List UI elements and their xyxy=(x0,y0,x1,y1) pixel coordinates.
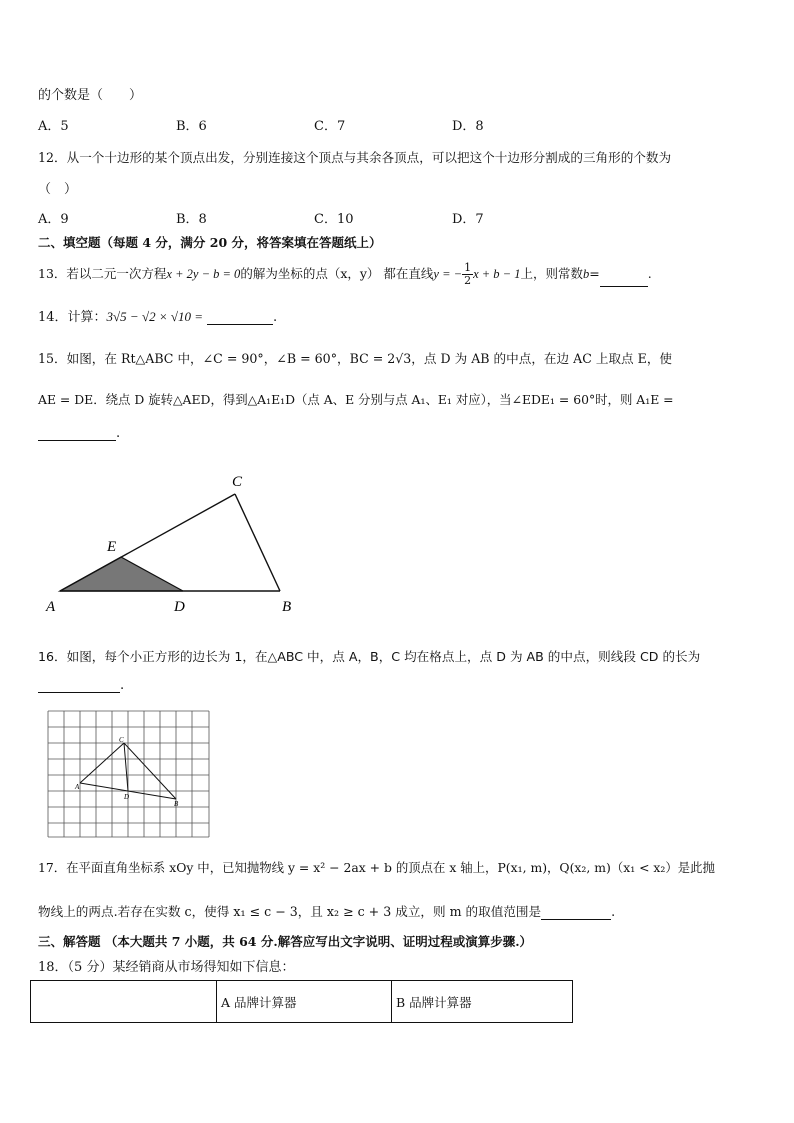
q15-stem-line1: 15．如图，在 Rt△ABC 中，∠C = 90°，∠B = 60°，BC = 2√3，点 D 为 AB 的中点，在边 AC 上取点 E，使 xyxy=(38,351,673,366)
q14-prefix: 14．计算： xyxy=(38,310,107,325)
label-a: A xyxy=(46,599,56,615)
q18-info-table xyxy=(30,980,573,1023)
q13-period: . xyxy=(647,266,652,281)
label-b: B xyxy=(282,599,292,615)
q13-equation: x + 2y − b = 0 xyxy=(166,267,241,281)
q11-option-b: B．6 xyxy=(176,119,207,134)
q13-prefix: 13．若以二元一次方程 xyxy=(38,266,167,281)
q13-end: = xyxy=(589,266,600,281)
q15-period: . xyxy=(116,426,121,441)
q16-period: . xyxy=(120,678,125,693)
q12-option-c: C．10 xyxy=(314,212,354,227)
table-header-a-brand: A 品牌计算器 xyxy=(217,981,392,1023)
q13-mid: 的解为坐标的点（x，y） 都在直线 xyxy=(240,266,434,281)
grid-label-d: D xyxy=(124,793,130,801)
q15-stem-line2: AE = DE．绕点 D 旋转△AED，得到△A₁E₁D（点 A、E 分别与点 A₁、E₁ 对应），当∠EDE₁ = 60°时，则 A₁E = xyxy=(38,392,674,407)
q12-paren: （ ） xyxy=(38,182,78,197)
section-heading-fill-in: 二、填空题（每题 4 分，满分 20 分，将答案填在答题纸上） xyxy=(38,235,382,250)
table-row xyxy=(31,981,573,1023)
section-heading-solutions: 三、解答题 （本大题共 7 小题，共 64 分.解答应写出文字说明、证明过程或演算步骤.） xyxy=(38,934,533,949)
label-d: D xyxy=(174,599,185,615)
q17-answer-blank[interactable] xyxy=(541,907,611,920)
q18-stem: 18．（5 分）某经销商从市场得知如下信息： xyxy=(38,960,295,975)
q12-stem: 12．从一个十边形的某个顶点出发，分别连接这个顶点与其余各顶点，可以把这个十边形分割成的三角形的个数为 xyxy=(38,150,672,165)
q12-option-a: A．9 xyxy=(38,212,69,227)
grid-label-c: C xyxy=(119,736,124,744)
q13-frac-num: 1 xyxy=(464,261,472,274)
q17-period: . xyxy=(611,904,616,919)
q14-expression: 3√5 − √2 × √10 = xyxy=(106,309,204,324)
q11-option-d: D．8 xyxy=(452,119,484,134)
q13-line-rhs: x + b − 1 xyxy=(473,267,521,281)
q16-stem: 16．如图，每个小正方形的边长为 1，在△ABC 中，点 A，B，C 均在格点上，点 D 为 AB 的中点，则线段 CD 的长为 xyxy=(38,649,701,664)
label-c: C xyxy=(232,474,243,490)
q17-stem-line1: 17．在平面直角坐标系 xOy 中，已知抛物线 y = x² − 2ax + b 的顶点在 x 轴上，P(x₁, m)，Q(x₂, m)（x₁ < x₂）是此抛 xyxy=(38,860,715,875)
q13-frac-den: 2 xyxy=(464,274,472,287)
grid-label-a: A xyxy=(75,783,80,791)
q11-option-a: A．5 xyxy=(38,119,69,134)
q17-line2-text: 物线上的两点.若存在实数 c，使得 x₁ ≤ c − 3，且 x₂ ≥ c + 3 成立，则 m 的取值范围是 xyxy=(38,904,542,919)
label-e: E xyxy=(107,539,117,555)
grid-lines xyxy=(48,711,209,837)
q13-var: b xyxy=(583,267,590,281)
grid-label-b: B xyxy=(174,800,179,808)
table-header-b-brand: B 品牌计算器 xyxy=(392,981,573,1023)
q11-stem-tail: 的个数是（ ） xyxy=(38,88,143,103)
q13-suffix: 上，则常数 xyxy=(520,266,584,281)
q12-option-b: B．8 xyxy=(176,212,207,227)
table-cell-blank xyxy=(31,981,217,1023)
q14-period: . xyxy=(273,310,278,325)
q11-option-c: C．7 xyxy=(314,119,346,134)
q13-line-lhs: y = − xyxy=(433,267,463,281)
q12-option-d: D．7 xyxy=(452,212,484,227)
q17-stem-line2 xyxy=(38,901,615,920)
